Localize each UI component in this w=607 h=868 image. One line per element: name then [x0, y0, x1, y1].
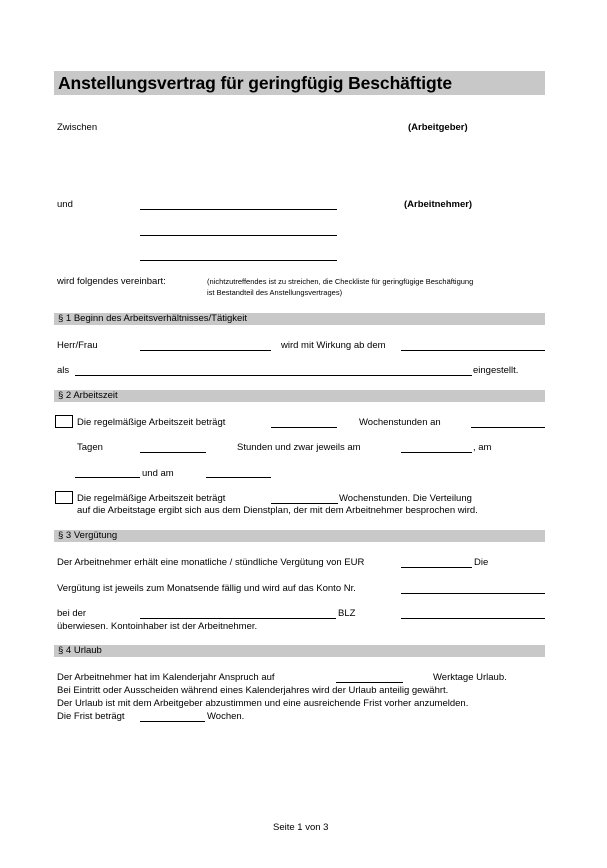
- eintritt-text: Bei Eintritt oder Ausscheiden während eines Kalenderjahres wird der Urlaub anteilig gewährt.: [57, 685, 449, 696]
- arbeitnehmer-line-1[interactable]: [140, 209, 337, 210]
- die-label: Die: [474, 557, 489, 568]
- weekday-line-1[interactable]: [401, 452, 472, 453]
- herr-frau-label: Herr/Frau: [57, 340, 98, 351]
- tagen-line[interactable]: [140, 452, 206, 453]
- page-number: Seite 1 von 3: [273, 822, 329, 833]
- name-line[interactable]: [140, 350, 271, 351]
- account-line[interactable]: [401, 593, 545, 594]
- amount-line[interactable]: [401, 567, 472, 568]
- note-line-1: (nichtzutreffendes ist zu streichen, die Checkliste für geringfügige Beschäftigung: [207, 277, 474, 286]
- blz-line[interactable]: [401, 618, 545, 619]
- zwischen-label: Zwischen: [57, 122, 98, 133]
- hours-line-2[interactable]: [271, 503, 338, 504]
- bank-line[interactable]: [140, 618, 336, 619]
- vacation-days-line[interactable]: [336, 682, 403, 683]
- als-label: als: [57, 365, 70, 376]
- arbeitnehmer-line-2[interactable]: [140, 235, 337, 236]
- frist-label: Die Frist beträgt: [57, 711, 125, 722]
- wirkung-label: wird mit Wirkung ab dem: [281, 340, 386, 351]
- konto-label: Vergütung ist jeweils zum Monatsende fällig und wird auf das Konto Nr.: [57, 583, 356, 594]
- wochen-label: Wochen.: [207, 711, 245, 722]
- eingestellt-label: eingestellt.: [473, 365, 519, 376]
- ueberwiesen-label: überwiesen. Kontoinhaber ist der Arbeitnehmer.: [57, 621, 258, 632]
- verguetung-label: Der Arbeitnehmer erhält eine monatliche / stündliche Vergütung von EUR: [57, 557, 365, 568]
- note-line-2: ist Bestandteil des Anstellungsvertrages): [207, 288, 343, 297]
- section4-heading: § 4 Urlaub: [58, 645, 102, 656]
- section2-bar: [54, 390, 545, 402]
- option1-checkbox[interactable]: [55, 415, 73, 428]
- arbeitgeber-label: (Arbeitgeber): [408, 122, 468, 133]
- hours-line-1[interactable]: [271, 427, 337, 428]
- frist-line[interactable]: [140, 721, 205, 722]
- document-title: Anstellungsvertrag für geringfügig Beschäftigte: [58, 73, 452, 93]
- am-comma-label: , am: [473, 442, 492, 453]
- anspruch-label: Der Arbeitnehmer hat im Kalenderjahr Anspruch auf: [57, 672, 275, 683]
- section4-bar: [54, 645, 545, 657]
- werktage-label: Werktage Urlaub.: [433, 672, 507, 683]
- section2-heading: § 2 Arbeitszeit: [58, 390, 118, 401]
- arbeitnehmer-label: (Arbeitnehmer): [404, 199, 473, 210]
- wochenstunden-an-label: Wochenstunden an: [359, 417, 441, 428]
- section3-heading: § 3 Vergütung: [58, 530, 118, 541]
- bei-der-label: bei der: [57, 608, 87, 619]
- section3-bar: [54, 530, 545, 542]
- option2-checkbox[interactable]: [55, 491, 73, 504]
- tagen-label: Tagen: [77, 442, 103, 453]
- arbeitnehmer-line-3[interactable]: [140, 260, 337, 261]
- start-date-line[interactable]: [401, 350, 545, 351]
- section1-heading: § 1 Beginn des Arbeitsverhältnisses/Tätigkeit: [58, 313, 248, 324]
- weekday-line-3[interactable]: [206, 477, 271, 478]
- und-label: und: [57, 199, 73, 210]
- weekday-line-2[interactable]: [75, 477, 140, 478]
- stunden-jeweils-label: Stunden und zwar jeweils am: [237, 442, 361, 453]
- und-am-label: und am: [142, 468, 174, 479]
- position-line[interactable]: [75, 375, 472, 376]
- option2-line2: auf die Arbeitstage ergibt sich aus dem Dienstplan, der mit dem Arbeitnehmer besprochen wird.: [77, 505, 478, 516]
- option2-rest: Wochenstunden. Die Verteilung: [339, 493, 472, 504]
- option2-label: Die regelmäßige Arbeitszeit beträgt: [77, 493, 226, 504]
- option1-label: Die regelmäßige Arbeitszeit beträgt: [77, 417, 226, 428]
- abstimmen-text: Der Urlaub ist mit dem Arbeitgeber abzustimmen und eine ausreichende Frist vorher anzumelden.: [57, 698, 469, 709]
- days-count-line[interactable]: [471, 427, 545, 428]
- vereinbart-label: wird folgendes vereinbart:: [57, 276, 166, 287]
- blz-label: BLZ: [338, 608, 356, 619]
